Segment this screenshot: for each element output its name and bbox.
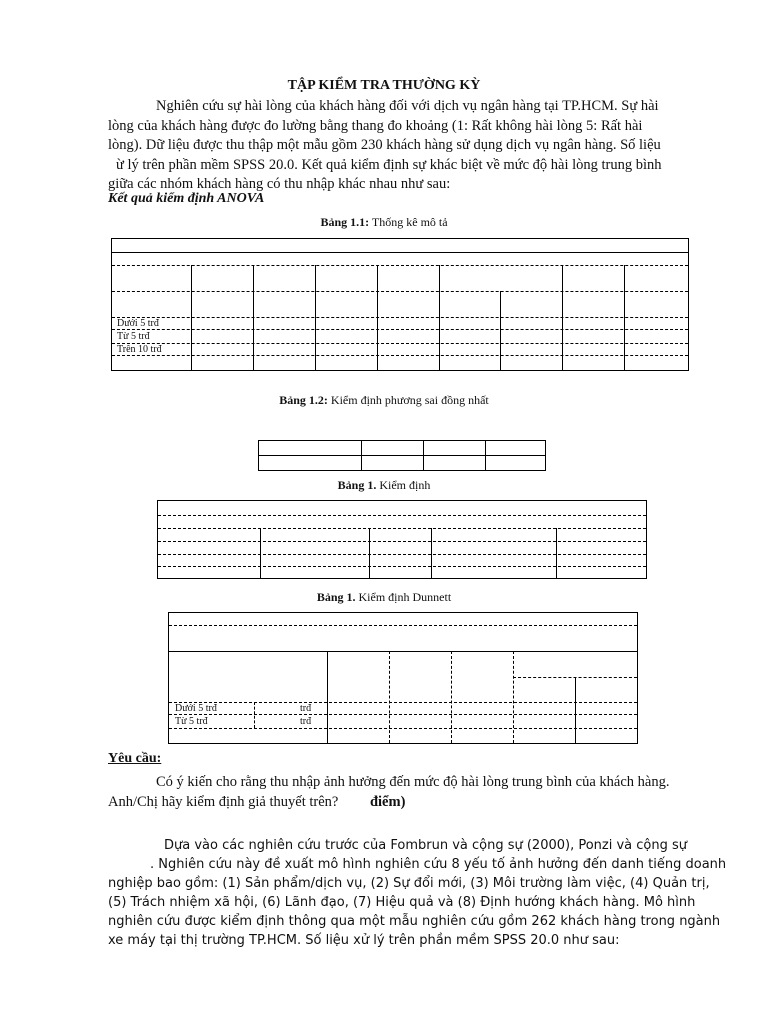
intro-line: ừ lý trên phần mềm SPSS 20.0. Kết quả kiểm định sự khác biệt về mức độ hài lòng trung bình: [116, 156, 662, 173]
intro-line: lòng của khách hàng được đo lường bằng thang đo khoảng (1: Rất không hài lòng 5: Rất hài: [108, 117, 643, 134]
table3-caption: [0, 478, 768, 493]
table4-caption: [0, 590, 768, 605]
table1-caption-text: Thống kê mô tả: [369, 215, 448, 229]
page-title: TẬP KIỂM TRA THƯỜNG KỲ: [287, 78, 481, 93]
part2-line: . Nghiên cứu này đề xuất mô hình nghiên cứu 8 yếu tố ảnh hưởng đến danh tiếng doanh: [150, 857, 727, 872]
table2-caption-label: Bảng 1.2:: [279, 393, 328, 407]
intro-paragraph: [108, 97, 696, 195]
table-row-label: Từ 5 trđ: [117, 331, 150, 342]
requirement-line: [108, 793, 696, 813]
table-row-label: Từ 5 trđ: [175, 716, 208, 727]
table-row-label: trđ: [300, 716, 312, 727]
intro-line: Nghiên cứu sự hài lòng của khách hàng đối với dịch vụ ngân hàng tại TP.HCM. Sự hài: [156, 98, 659, 114]
part2-line: (5) Trách nhiệm xã hội, (6) Lãnh đạo, (7) Hiệu quả và (8) Định hướng khách hàng. Mô hình: [108, 895, 696, 910]
table-row-label: Dưới 5 trđ: [175, 703, 217, 714]
part2-line: xe máy tại thị trường TP.HCM. Số liệu xử lý trên phần mềm SPSS 20.0 như sau:: [108, 933, 620, 948]
table-descriptive-stats: [111, 238, 689, 371]
anova-heading: Kết quả kiểm định ANOVA: [108, 191, 265, 206]
table-row-label: Trên 10 trđ: [117, 344, 162, 355]
table1-caption: [0, 215, 768, 230]
part2-paragraph: [108, 836, 727, 950]
intro-line: giữa các nhóm khách hàng có thu nhập khác nhau như sau:: [108, 176, 451, 192]
table3-caption-text: Kiểm định: [376, 478, 431, 492]
table-anova: [157, 500, 647, 579]
table-row-label: Dưới 5 trđ: [117, 318, 159, 329]
intro-line: lòng). Dữ liệu được thu thập một mẫu gồm 230 khách hàng sử dụng dịch vụ ngân hàng. Số liệu: [108, 137, 661, 153]
requirement-text: [108, 773, 696, 812]
requirement-question: Anh/Chị hãy kiểm định giả thuyết trên?: [108, 793, 339, 810]
table-dunnett: [168, 612, 638, 744]
table-row-label: trđ: [300, 703, 312, 714]
requirement-points: điểm): [369, 793, 406, 810]
part2-line: nghiên cứu được kiểm định thông qua một mẫu nghiên cứu gồm 262 khách hàng trong ngành: [108, 914, 721, 929]
requirement-line: Có ý kiến cho rằng thu nhập ảnh hưởng đến mức độ hài lòng trung bình của khách hàng.: [156, 774, 670, 790]
table2-caption-text: Kiểm định phương sai đồng nhất: [327, 393, 489, 407]
table1-caption-label: Bảng 1.1:: [320, 215, 370, 229]
requirement-heading: Yêu cầu:: [108, 751, 162, 766]
table3-caption-label: Bảng 1.: [337, 478, 377, 492]
table4-caption-text: Kiểm định Dunnett: [355, 590, 452, 604]
part2-line: nghiệp bao gồm: (1) Sản phẩm/dịch vụ, (2) Sự đổi mới, (3) Môi trường làm việc, (4) Quản trị,: [108, 876, 710, 891]
table2-caption: [0, 393, 768, 408]
part2-line: Dựa vào các nghiên cứu trước của Fombrun và cộng sự (2000), Ponzi và cộng sự: [164, 838, 688, 853]
table4-caption-label: Bảng 1.: [316, 590, 356, 604]
table-homogeneity: [258, 440, 546, 471]
